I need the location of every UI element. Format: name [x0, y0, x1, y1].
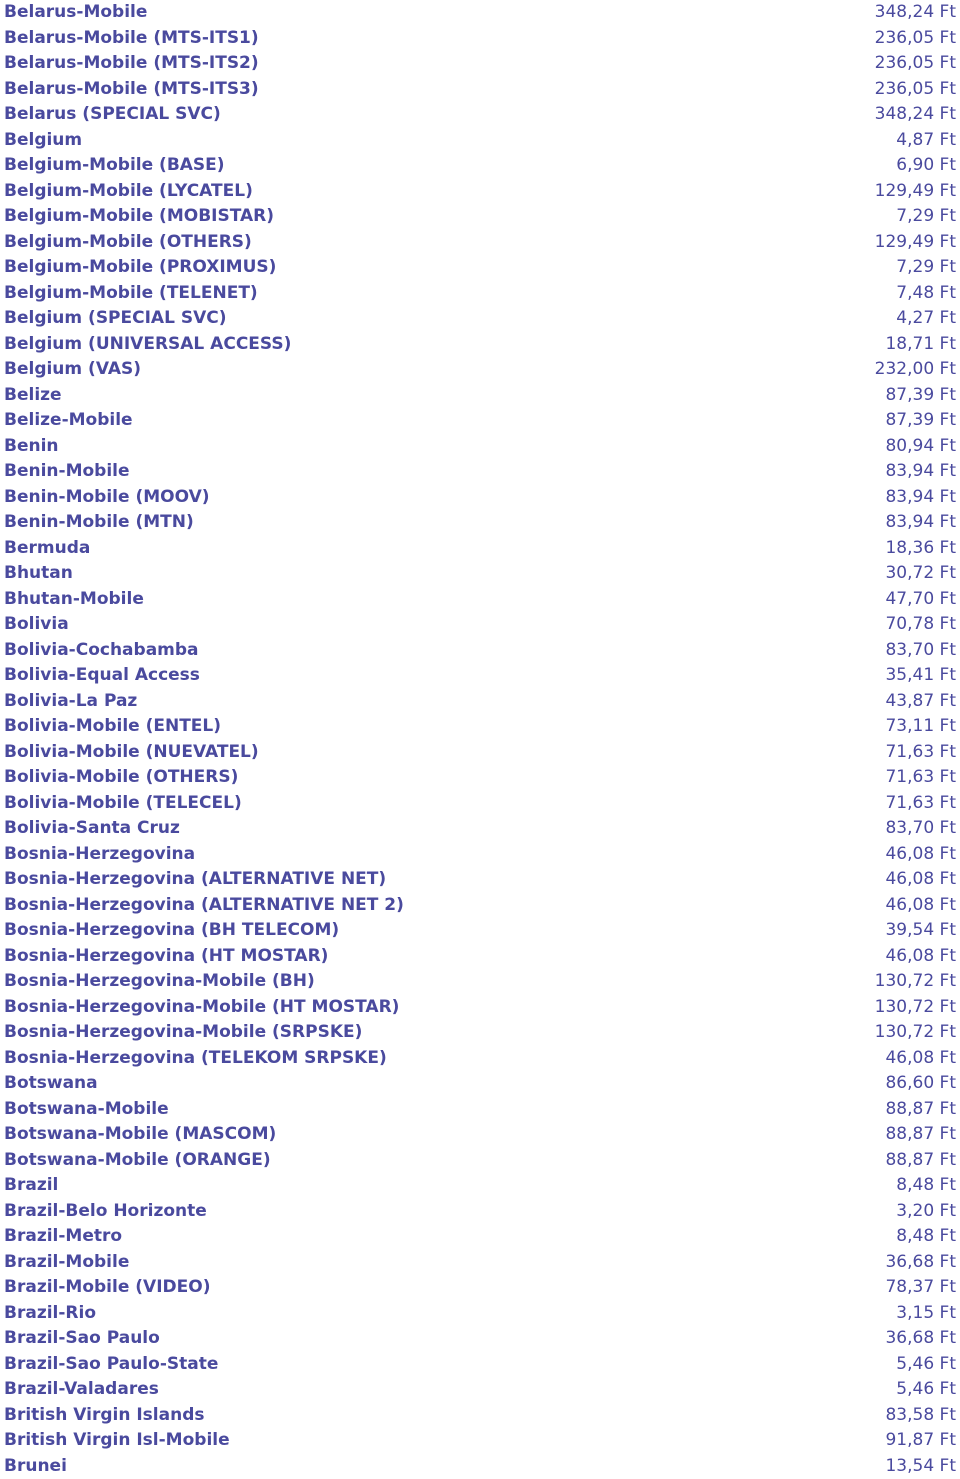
rate-price: 71,63 Ft: [756, 765, 960, 791]
rate-row: [0, 1046, 960, 1072]
rate-price: 46,08 Ft: [756, 867, 960, 893]
rate-price: 18,36 Ft: [756, 536, 960, 562]
rate-price: 83,94 Ft: [756, 485, 960, 511]
rate-row: [0, 587, 960, 613]
rate-row: [0, 230, 960, 256]
rate-price: 36,68 Ft: [756, 1326, 960, 1352]
rate-row: [0, 791, 960, 817]
rate-price: 39,54 Ft: [756, 918, 960, 944]
destination-name: British Virgin Isl-Mobile: [0, 1428, 756, 1454]
rate-row: [0, 1403, 960, 1429]
rate-row: [0, 1071, 960, 1097]
rate-row: [0, 179, 960, 205]
rate-price: 87,39 Ft: [756, 383, 960, 409]
rate-price: 83,70 Ft: [756, 638, 960, 664]
destination-name: Bosnia-Herzegovina: [0, 842, 756, 868]
rate-row: [0, 1097, 960, 1123]
destination-name: Brazil-Valadares: [0, 1377, 756, 1403]
destination-name: Bosnia-Herzegovina-Mobile (SRPSKE): [0, 1020, 756, 1046]
rate-row: [0, 1301, 960, 1327]
rate-row: [0, 1020, 960, 1046]
rate-price: 78,37 Ft: [756, 1275, 960, 1301]
rate-row: [0, 1122, 960, 1148]
destination-name: Bosnia-Herzegovina (ALTERNATIVE NET 2): [0, 893, 756, 919]
rate-row: [0, 1148, 960, 1174]
destination-name: Bolivia-Mobile (TELECEL): [0, 791, 756, 817]
rate-price: 13,54 Ft: [756, 1454, 960, 1479]
destination-name: Botswana-Mobile: [0, 1097, 756, 1123]
destination-name: Belarus-Mobile: [0, 0, 756, 26]
rate-row: [0, 1173, 960, 1199]
destination-name: Bosnia-Herzegovina-Mobile (BH): [0, 969, 756, 995]
rate-row: [0, 255, 960, 281]
rate-price: 6,90 Ft: [756, 153, 960, 179]
rate-price: 88,87 Ft: [756, 1148, 960, 1174]
rate-row: [0, 306, 960, 332]
rate-row: [0, 969, 960, 995]
rate-row: [0, 51, 960, 77]
rate-price: 36,68 Ft: [756, 1250, 960, 1276]
rate-row: [0, 434, 960, 460]
rate-row: [0, 281, 960, 307]
destination-name: Belize: [0, 383, 756, 409]
rate-price: 88,87 Ft: [756, 1097, 960, 1123]
rate-row: [0, 459, 960, 485]
rate-price: 4,27 Ft: [756, 306, 960, 332]
rate-row: [0, 536, 960, 562]
rate-price: 86,60 Ft: [756, 1071, 960, 1097]
rate-row: [0, 77, 960, 103]
destination-name: Bermuda: [0, 536, 756, 562]
rate-row: [0, 638, 960, 664]
rate-price: 7,48 Ft: [756, 281, 960, 307]
destination-name: Belarus-Mobile (MTS-ITS2): [0, 51, 756, 77]
rate-row: [0, 663, 960, 689]
destination-name: Brunei: [0, 1454, 756, 1479]
rate-price: 7,29 Ft: [756, 255, 960, 281]
rate-price: 70,78 Ft: [756, 612, 960, 638]
rate-row: [0, 740, 960, 766]
destination-name: Belgium-Mobile (MOBISTAR): [0, 204, 756, 230]
destination-name: Bolivia-Santa Cruz: [0, 816, 756, 842]
rate-price: 47,70 Ft: [756, 587, 960, 613]
destination-name: Bolivia: [0, 612, 756, 638]
destination-name: Benin-Mobile (MTN): [0, 510, 756, 536]
rate-price: 130,72 Ft: [756, 969, 960, 995]
destination-name: Brazil-Belo Horizonte: [0, 1199, 756, 1225]
destination-name: Brazil-Sao Paulo-State: [0, 1352, 756, 1378]
rate-price: 35,41 Ft: [756, 663, 960, 689]
destination-name: Belgium (SPECIAL SVC): [0, 306, 756, 332]
destination-name: Belgium-Mobile (BASE): [0, 153, 756, 179]
rate-price: 18,71 Ft: [756, 332, 960, 358]
destination-name: Bosnia-Herzegovina (HT MOSTAR): [0, 944, 756, 970]
rate-row: [0, 1377, 960, 1403]
rate-price: 83,94 Ft: [756, 510, 960, 536]
rate-row: [0, 893, 960, 919]
rate-price: 3,15 Ft: [756, 1301, 960, 1327]
destination-name: Benin-Mobile (MOOV): [0, 485, 756, 511]
rate-price: 130,72 Ft: [756, 995, 960, 1021]
rate-price: 236,05 Ft: [756, 51, 960, 77]
rate-row: [0, 1454, 960, 1479]
rate-price: 232,00 Ft: [756, 357, 960, 383]
rate-price: 8,48 Ft: [756, 1224, 960, 1250]
destination-name: Brazil: [0, 1173, 756, 1199]
destination-name: Belgium-Mobile (OTHERS): [0, 230, 756, 256]
rate-price: 73,11 Ft: [756, 714, 960, 740]
rate-row: [0, 944, 960, 970]
rate-row: [0, 332, 960, 358]
destination-name: Botswana: [0, 1071, 756, 1097]
rate-row: [0, 0, 960, 26]
destination-name: British Virgin Islands: [0, 1403, 756, 1429]
rate-row: [0, 1428, 960, 1454]
destination-name: Bolivia-Mobile (OTHERS): [0, 765, 756, 791]
rate-price: 236,05 Ft: [756, 26, 960, 52]
rate-price: 91,87 Ft: [756, 1428, 960, 1454]
destination-name: Belarus-Mobile (MTS-ITS3): [0, 77, 756, 103]
rate-price: 8,48 Ft: [756, 1173, 960, 1199]
rate-row: [0, 102, 960, 128]
destination-name: Brazil-Rio: [0, 1301, 756, 1327]
rate-price: 87,39 Ft: [756, 408, 960, 434]
rate-price: 80,94 Ft: [756, 434, 960, 460]
destination-name: Bolivia-Cochabamba: [0, 638, 756, 664]
destination-name: Botswana-Mobile (ORANGE): [0, 1148, 756, 1174]
rate-row: [0, 357, 960, 383]
destination-name: Belgium-Mobile (PROXIMUS): [0, 255, 756, 281]
rate-price: 46,08 Ft: [756, 1046, 960, 1072]
destination-name: Belgium: [0, 128, 756, 154]
destination-name: Bolivia-Mobile (ENTEL): [0, 714, 756, 740]
destination-name: Belgium-Mobile (TELENET): [0, 281, 756, 307]
rate-row: [0, 867, 960, 893]
destination-name: Bhutan-Mobile: [0, 587, 756, 613]
rate-row: [0, 128, 960, 154]
rate-row: [0, 765, 960, 791]
destination-name: Belgium (VAS): [0, 357, 756, 383]
rate-price: 46,08 Ft: [756, 842, 960, 868]
rate-price: 236,05 Ft: [756, 77, 960, 103]
rate-row: [0, 1352, 960, 1378]
rate-price: 83,58 Ft: [756, 1403, 960, 1429]
destination-name: Belgium-Mobile (LYCATEL): [0, 179, 756, 205]
rate-price: 71,63 Ft: [756, 791, 960, 817]
rate-price: 7,29 Ft: [756, 204, 960, 230]
destination-name: Bosnia-Herzegovina (BH TELECOM): [0, 918, 756, 944]
rate-price: 30,72 Ft: [756, 561, 960, 587]
rate-price: 71,63 Ft: [756, 740, 960, 766]
rate-price: 129,49 Ft: [756, 230, 960, 256]
destination-name: Bolivia-Equal Access: [0, 663, 756, 689]
destination-name: Brazil-Metro: [0, 1224, 756, 1250]
rate-price: 348,24 Ft: [756, 102, 960, 128]
rate-row: [0, 714, 960, 740]
rate-row: [0, 1250, 960, 1276]
rate-row: [0, 408, 960, 434]
rate-price: 348,24 Ft: [756, 0, 960, 26]
rate-price: 3,20 Ft: [756, 1199, 960, 1225]
rate-row: [0, 1326, 960, 1352]
rate-row: [0, 510, 960, 536]
rate-price: 5,46 Ft: [756, 1352, 960, 1378]
rate-price: 130,72 Ft: [756, 1020, 960, 1046]
rate-row: [0, 612, 960, 638]
rate-price: 88,87 Ft: [756, 1122, 960, 1148]
rate-row: [0, 153, 960, 179]
destination-name: Bolivia-Mobile (NUEVATEL): [0, 740, 756, 766]
destination-name: Brazil-Sao Paulo: [0, 1326, 756, 1352]
rate-price: 46,08 Ft: [756, 893, 960, 919]
rate-price: 83,70 Ft: [756, 816, 960, 842]
destination-name: Bhutan: [0, 561, 756, 587]
rate-price: 5,46 Ft: [756, 1377, 960, 1403]
rate-row: [0, 995, 960, 1021]
rate-price: 129,49 Ft: [756, 179, 960, 205]
destination-name: Benin-Mobile: [0, 459, 756, 485]
rate-price: 43,87 Ft: [756, 689, 960, 715]
rate-row: [0, 485, 960, 511]
rate-row: [0, 383, 960, 409]
destination-name: Brazil-Mobile: [0, 1250, 756, 1276]
rate-row: [0, 1275, 960, 1301]
destination-name: Belarus-Mobile (MTS-ITS1): [0, 26, 756, 52]
rate-row: [0, 842, 960, 868]
rate-price: 83,94 Ft: [756, 459, 960, 485]
destination-name: Belize-Mobile: [0, 408, 756, 434]
rate-row: [0, 1224, 960, 1250]
destination-name: Benin: [0, 434, 756, 460]
rate-row: [0, 689, 960, 715]
rate-row: [0, 26, 960, 52]
rate-price: 46,08 Ft: [756, 944, 960, 970]
rate-row: [0, 1199, 960, 1225]
rate-row: [0, 816, 960, 842]
destination-name: Brazil-Mobile (VIDEO): [0, 1275, 756, 1301]
rate-row: [0, 561, 960, 587]
rate-row: [0, 918, 960, 944]
destination-name: Bosnia-Herzegovina-Mobile (HT MOSTAR): [0, 995, 756, 1021]
destination-name: Bolivia-La Paz: [0, 689, 756, 715]
destination-name: Bosnia-Herzegovina (ALTERNATIVE NET): [0, 867, 756, 893]
destination-name: Belgium (UNIVERSAL ACCESS): [0, 332, 756, 358]
destination-name: Bosnia-Herzegovina (TELEKOM SRPSKE): [0, 1046, 756, 1072]
rate-price: 4,87 Ft: [756, 128, 960, 154]
rate-row: [0, 204, 960, 230]
destination-name: Botswana-Mobile (MASCOM): [0, 1122, 756, 1148]
destination-name: Belarus (SPECIAL SVC): [0, 102, 756, 128]
